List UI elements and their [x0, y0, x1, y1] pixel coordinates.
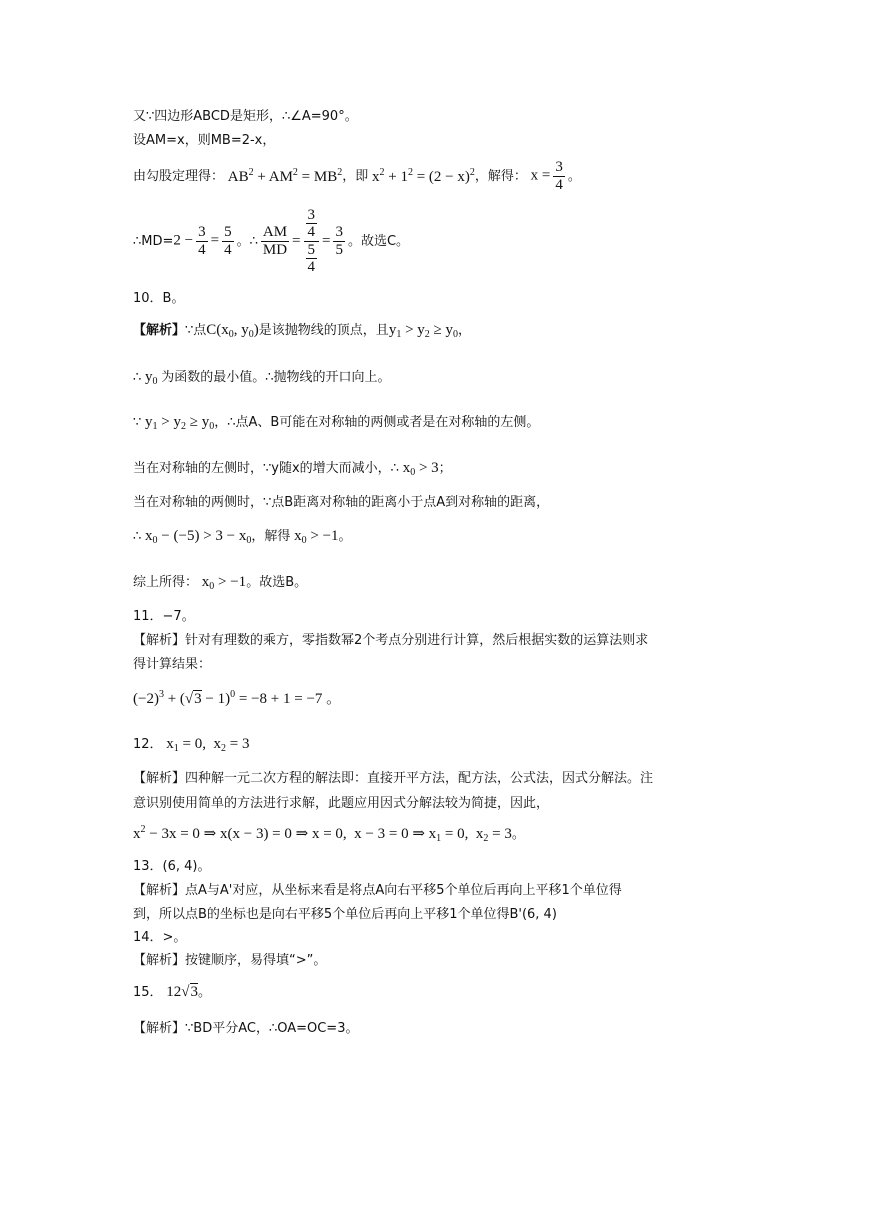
q12-analysis-1: 【解析】四种解一元二次方程的解法即：直接开平方法，配方法，公式法，因式分解法。注 [133, 771, 654, 786]
q10-min-desc: 为函数的最小值。∴抛物线的开口向上。 [161, 370, 391, 385]
q10-vertex-label: ∵点 [185, 323, 207, 338]
pythagoras-equation: $x^2 + 1^2 = (2 - x)^2$ [368, 166, 475, 185]
q10-inequality-2: $y_1 > y_2 \ge y_0$ [141, 414, 215, 432]
q12-number: 12． [133, 737, 163, 752]
q10-left-result: $x_0 > 3$ [398, 460, 439, 478]
q15-value: 12√3 [162, 984, 199, 1000]
q15-answer [133, 985, 211, 1000]
q10-analysis-3 [133, 415, 539, 432]
q15-number: 15． [133, 985, 163, 1000]
q10-end: 。 [338, 529, 352, 544]
q15-analysis: 【解析】∵BD平分AC，∴OA=OC=3。 [133, 1021, 359, 1036]
q10-choice: 。故选B。 [246, 575, 308, 590]
q10-distance-ineq: $x_0 - (-5) > 3 - x_0$ [141, 528, 252, 546]
q10-vertex-point: $C(x_0$, $y_0$) [206, 322, 259, 340]
q12-computation [133, 825, 525, 844]
q10-conclusion [133, 575, 307, 592]
q10-analysis-6 [133, 529, 352, 546]
pythagoras-end: 。 [567, 168, 581, 184]
q10-summary-label: 综上所得： [133, 575, 199, 590]
q11-answer: 11．−7。 [133, 609, 195, 624]
analysis-tag: 【解析】 [133, 323, 186, 338]
md-formula: 2 − $\frac{3}{4}$ = $\frac{5}{4}$ [173, 224, 232, 258]
q10-because: ∵ [133, 415, 142, 430]
q11-analysis-1: 【解析】针对有理数的乘方，零指数幂2个考点分别进行计算，然后根据实数的运算法则求 [133, 633, 649, 648]
q10-inequality: $y_1 > y_2 \ge y_0$ [388, 322, 459, 340]
q12-factorization: $x^2 - 3x = 0$ ⇒ x(x − 3) = 0 ⇒ x = 0, x − 3 = 0 ⇒ $x_1 = 0$, $x_2 = 3$ [133, 824, 512, 844]
q15-end: 。 [198, 985, 212, 1000]
text-line-pythagoras [133, 158, 581, 194]
md-choice: 。故选C。 [347, 233, 410, 249]
ratio-formula: $\frac{AM}{MD}$ = $\frac{\frac{3}{4}}{\frac{5}{4}}$ = $\frac{3}{5}$ [262, 206, 343, 275]
q11-computation: $(-2)^3 + (√3 - 1)^0 = -8 + 1 = -7$ 。 [133, 689, 342, 707]
pythagoras-conn: ，即 [342, 168, 369, 184]
q12-analysis-2: 意识别使用简单的方法进行求解，此题应用因式分解法较为简捷，因此， [133, 796, 550, 811]
q10-y0: $y_0$ [141, 369, 158, 387]
q10-summary-result: $x_0 > -1$ [198, 574, 247, 592]
pythagoras-solution: x = $\frac{3}{4}$ [526, 159, 563, 193]
q10-solve-result: $x_0 > -1$ [290, 528, 339, 546]
md-conn: 。∴ [236, 233, 258, 249]
q10-vertex-desc: 是该抛物线的顶点，且 [258, 323, 389, 338]
q10-answer: 10．B。 [133, 291, 185, 306]
q10-analysis-1 [133, 323, 471, 340]
q12-end: 。 [511, 827, 525, 842]
pythagoras-label: 由勾股定理得： [133, 168, 225, 184]
q14-analysis: 【解析】按键顺序，易得填“>”。 [133, 953, 327, 968]
q13-answer: 13．(6, 4)。 [133, 859, 211, 874]
q10-therefore-2: ∴ [133, 529, 142, 544]
q10-analysis-5: 当在对称轴的两侧时，∵点B距离对称轴的距离小于点A到对称轴的距离， [133, 495, 550, 510]
q13-analysis-1: 【解析】点A与A'对应，从坐标来看是将点A向右平移5个单位后再向上平移1个单位得 [133, 883, 622, 898]
md-label: ∴MD= [133, 233, 174, 249]
q13-analysis-2: 到，所以点B的坐标也是向右平移5个单位后再向上平移1个单位得B'(6, 4) [133, 907, 557, 922]
pythagoras-solve-label: ，解得： [474, 168, 527, 184]
q11-analysis-2: 得计算结果： [133, 657, 212, 672]
q12-roots: $x_1 = 0$, $x_2 = 3$ [162, 736, 250, 754]
q10-analysis-2 [133, 370, 391, 387]
q10-semicolon: ； [438, 461, 452, 476]
text-line-am: 设AM=x，则MB=2-x， [133, 133, 276, 148]
q14-answer: 14．>。 [133, 930, 187, 945]
q12-answer [133, 737, 249, 754]
q10-solve-label: ，解得 [251, 529, 291, 544]
q10-analysis-4 [133, 461, 452, 478]
pythagoras-formula: $AB^2 + AM^2 = MB^2$ [224, 166, 343, 185]
q10-therefore: ∴ [133, 370, 142, 385]
q10-comma: ， [458, 323, 472, 338]
q10-left-case: 当在对称轴的左侧时，∵y随x的增大而减小，∴ [133, 461, 399, 476]
text-line-md [133, 206, 409, 276]
q10-sides-desc: ，∴点A、B可能在对称轴的两侧或者是在对称轴的左侧。 [214, 415, 540, 430]
text-line-rectangle: 又∵四边形ABCD是矩形，∴∠A=90°。 [133, 109, 358, 124]
